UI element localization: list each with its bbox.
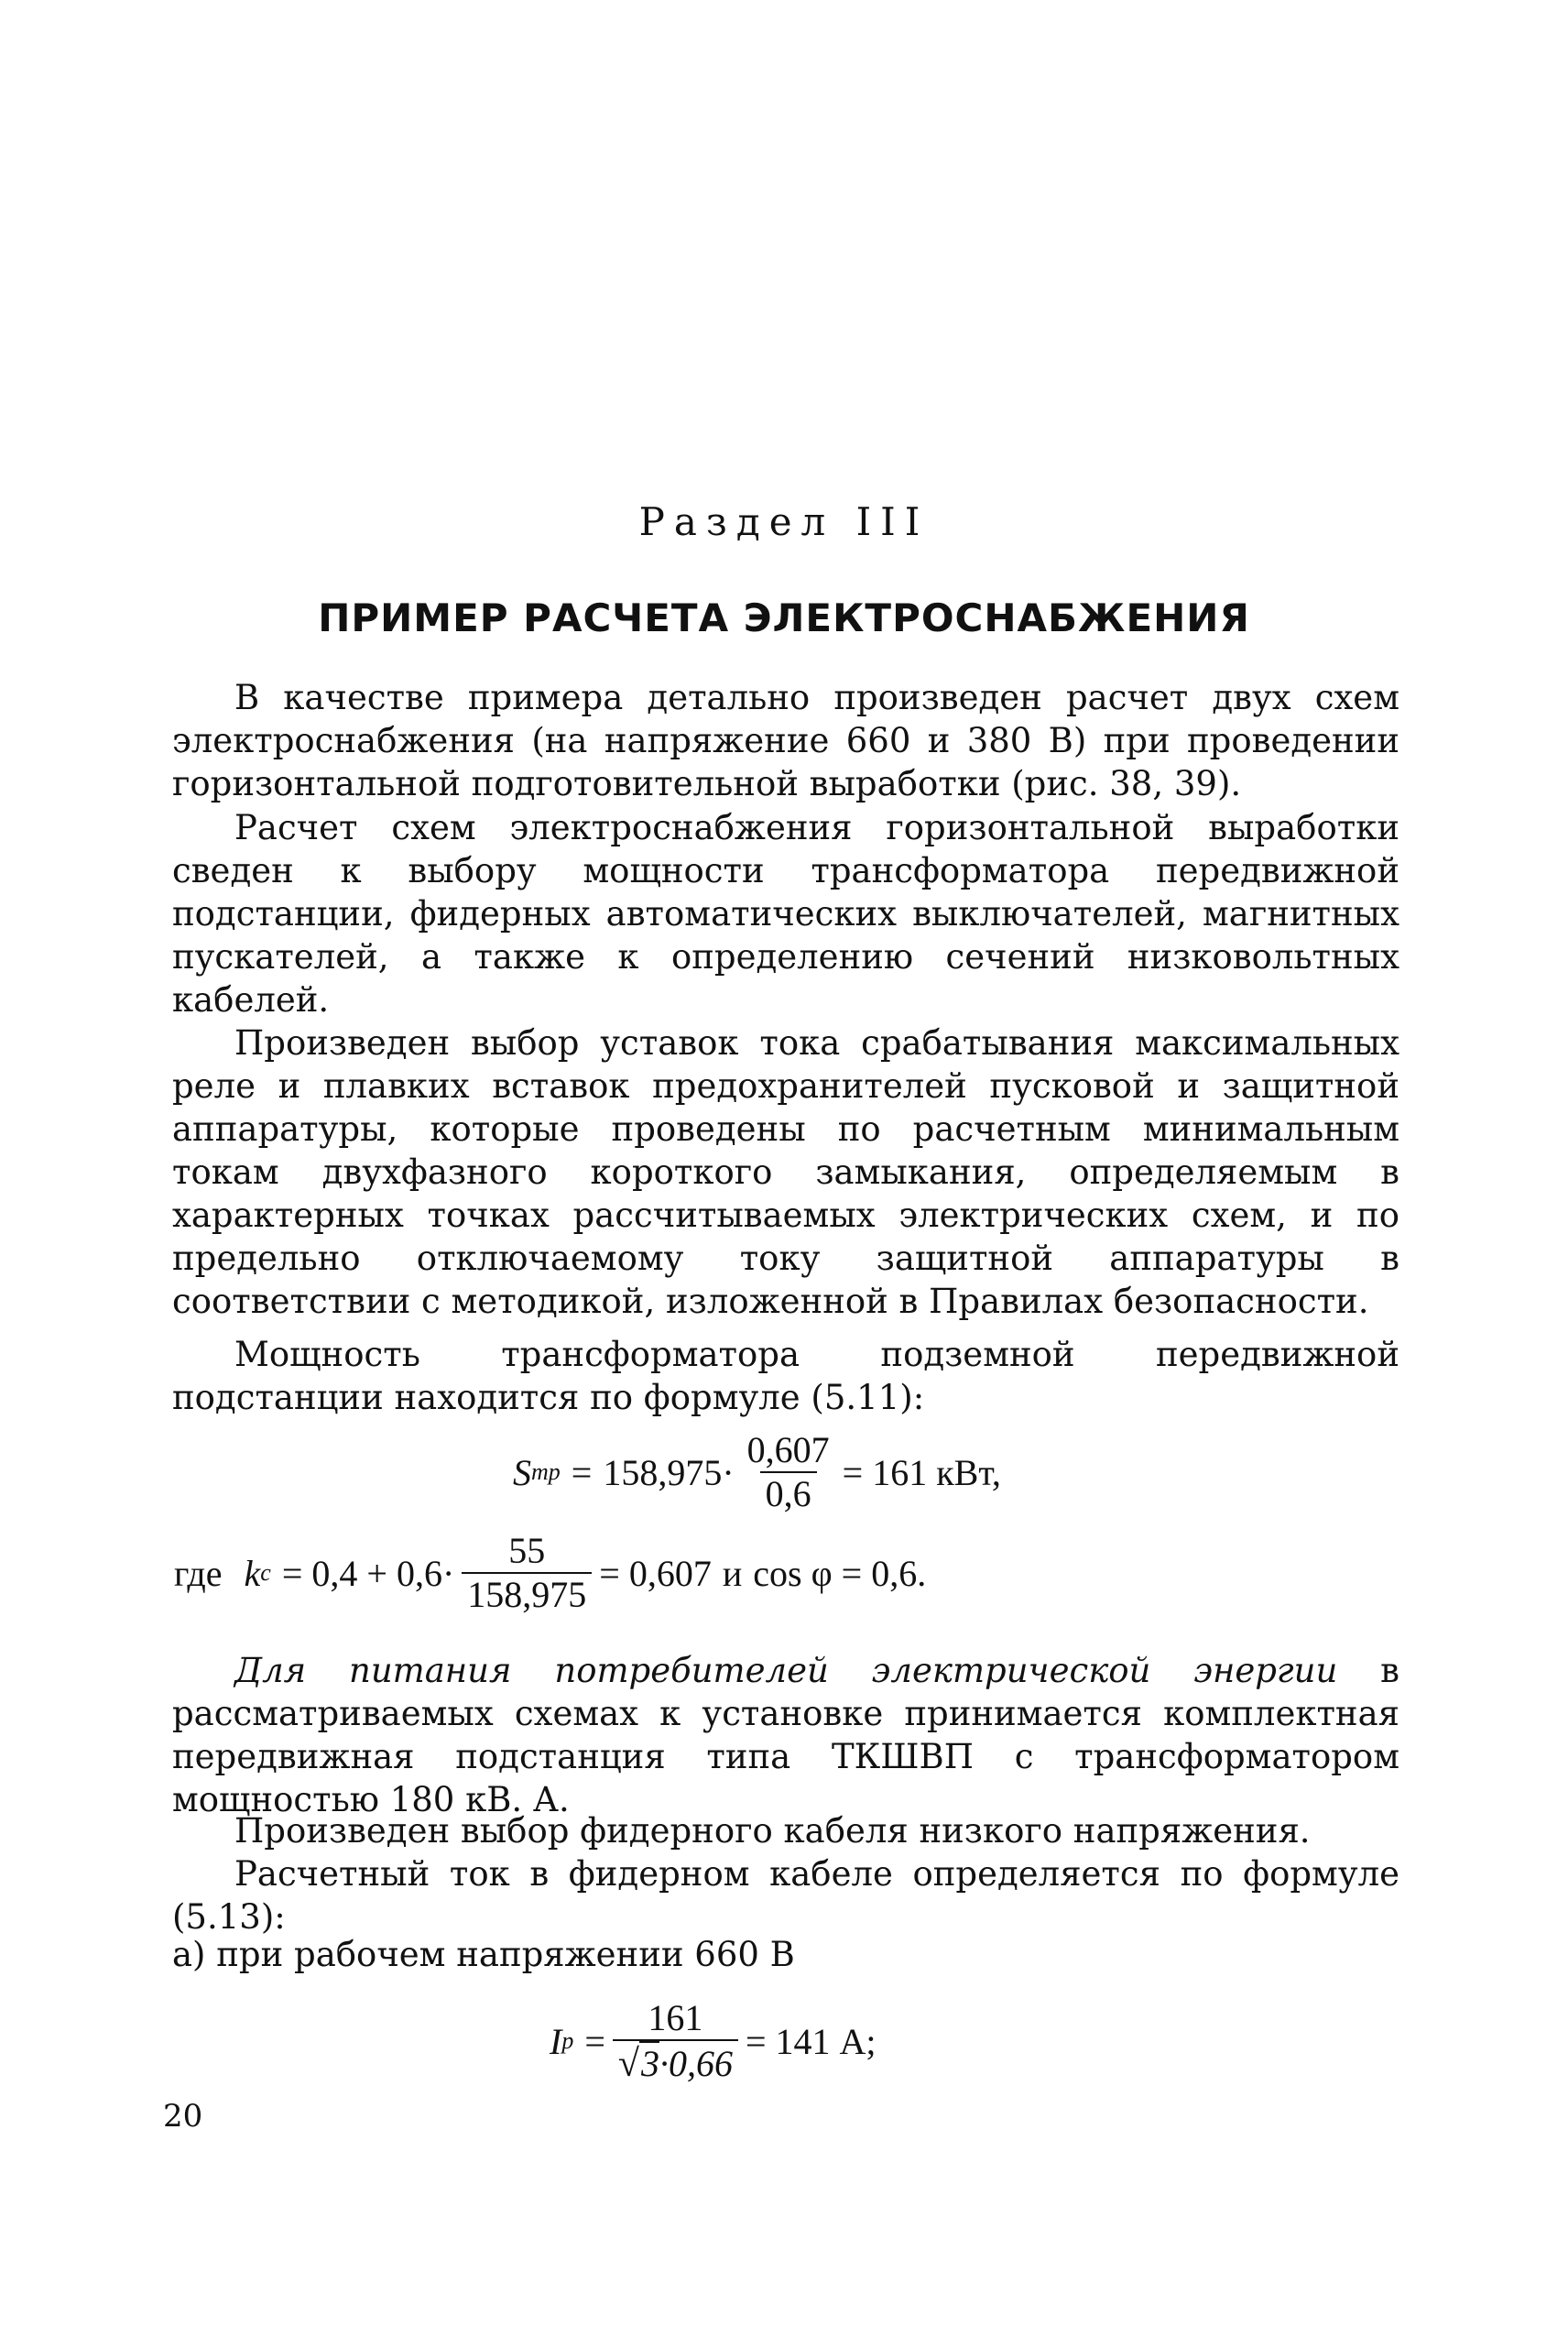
formula3-den-rest: ·0,66 [659,2043,733,2084]
paragraph-5 [172,1649,1399,1821]
paragraph-6: Произведен выбор фидерного кабеля низкого напряжения. [234,1811,1311,1851]
formula2-cos: cos φ = 0,6. [753,1552,927,1594]
formula2-denominator: 158,975 [462,1572,592,1616]
formula-demand-coefficient [174,1530,926,1616]
formula1-factor: 158,975· [603,1451,735,1493]
formula3-denominator [613,2039,738,2085]
formula-transformer-power [513,1429,1001,1515]
formula1-denominator: 0,6 [760,1471,817,1515]
formula2-and: и [722,1552,743,1594]
paragraph-7: Расчетный ток в фидерном кабеле определяется по формуле (5.13): [172,1854,1399,1937]
formula3-numerator: 161 [648,1997,703,2038]
formula1-numerator: 0,607 [746,1429,830,1470]
formula2-result: = 0,607 [599,1552,712,1594]
formula2-numerator: 55 [508,1530,546,1571]
formula3-lhs: I [550,2020,562,2062]
formula3-sqrt [618,2041,659,2085]
section-label: Раздел III [638,499,930,544]
paragraph-1: В качестве примера детально произведен расчет двух схем электроснабжения (на напряжение 660 и 380 В) при проведении горизонтальной подготовительной выработки (рис. 38, 39). [172,678,1399,803]
section-title: ПРИМЕР РАСЧЕТА ЭЛЕКТРОСНАБЖЕНИЯ [318,595,1250,640]
formula2-where: где [174,1552,223,1594]
formula1-eq: = [571,1451,593,1493]
page-number: 20 [163,2098,203,2135]
formula2-lhs: k [244,1552,261,1594]
formula2-expr: = 0,4 + 0,6· [281,1552,455,1594]
paragraph-5-rest: в рассматриваемых схемах к установке принимается комплектная передвижная подстанция типа ТКШВП с трансформатором мощностью 180 кВ. А. [172,1651,1399,1819]
sqrt-icon: √ [617,2043,639,2085]
paragraph-3: Произведен выбор уставок тока срабатывания максимальных реле и плавких вставок предохранителей пусковой и защитной аппаратуры, которые проведены по расчетным минимальным токам двухфазного короткого замыкания, определяемым в характерных точках рассчитываемых электрических схем, и по предельно отключаемому току защитной аппаратуры в соответствии с методикой, изложенной в Правилах безопасности. [172,1023,1399,1321]
formula1-lhs-sub: тр [531,1458,561,1485]
formula-design-current [550,1997,877,2085]
paragraph-5-lead: Для питания потребителей электрической энергии [234,1651,1338,1690]
paragraph-4: Мощность трансформатора подземной передвижной подстанции находится по формуле (5.11): [172,1335,1399,1417]
formula2-lhs-sub: c [260,1559,271,1586]
formula3-rhs: = 141 А; [745,2020,877,2062]
paragraph-2: Расчет схем электроснабжения горизонтальной выработки сведен к выбору мощности трансформатора передвижной подстанции, фидерных автоматических выключателей, магнитных пускателей, а также к определению сечений низковольтных кабелей. [172,808,1399,1020]
formula3-fraction [613,1997,738,2085]
formula3-lhs-sub: р [561,2027,574,2054]
paragraph-8: а) при рабочем напряжении 660 В [172,1935,795,1974]
formula2-fraction [462,1530,592,1616]
formula3-sqrt-arg: 3 [640,2043,659,2084]
formula1-fraction [742,1429,835,1515]
formula1-lhs: S [513,1451,531,1493]
formula3-eq: = [584,2020,605,2062]
formula1-rhs: = 161 кВт, [842,1451,1001,1493]
